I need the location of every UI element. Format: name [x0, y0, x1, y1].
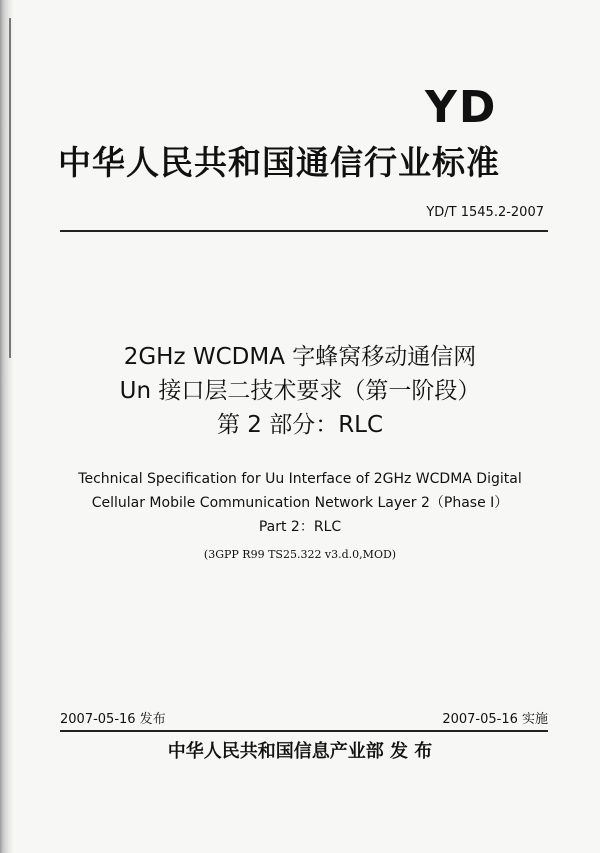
standard-category-title: 中华人民共和国通信行业标准 — [58, 143, 500, 182]
implementation-date: 2007-05-16 实施 — [442, 712, 548, 727]
issue-date: 2007-05-16 发布 — [60, 712, 166, 727]
publisher: 中华人民共和国信息产业部 发 布 — [167, 741, 433, 762]
en-title-line-1: Technical Specification for Uu Interface of 2GHz WCDMA Digital — [78, 471, 522, 487]
reference-spec: (3GPP R99 TS25.322 v3.d.0,MOD) — [203, 548, 397, 561]
standard-number: YD/T 1545.2-2007 — [426, 205, 544, 220]
cn-title-line-1: 2GHz WCDMA 字蜂窝移动通信网 — [123, 344, 477, 370]
cn-title-line-2: Un 接口层二技术要求（第一阶段） — [119, 378, 481, 404]
cn-title-line-3: 第 2 部分：RLC — [216, 412, 384, 438]
header-divider — [60, 230, 548, 232]
yd-logo: YD — [425, 82, 498, 133]
footer-divider — [60, 730, 548, 732]
en-title-line-3: Part 2：RLC — [258, 519, 342, 535]
scan-edge-mark — [9, 18, 11, 358]
en-title-line-2: Cellular Mobile Communication Network Layer 2（Phase I） — [91, 495, 509, 511]
